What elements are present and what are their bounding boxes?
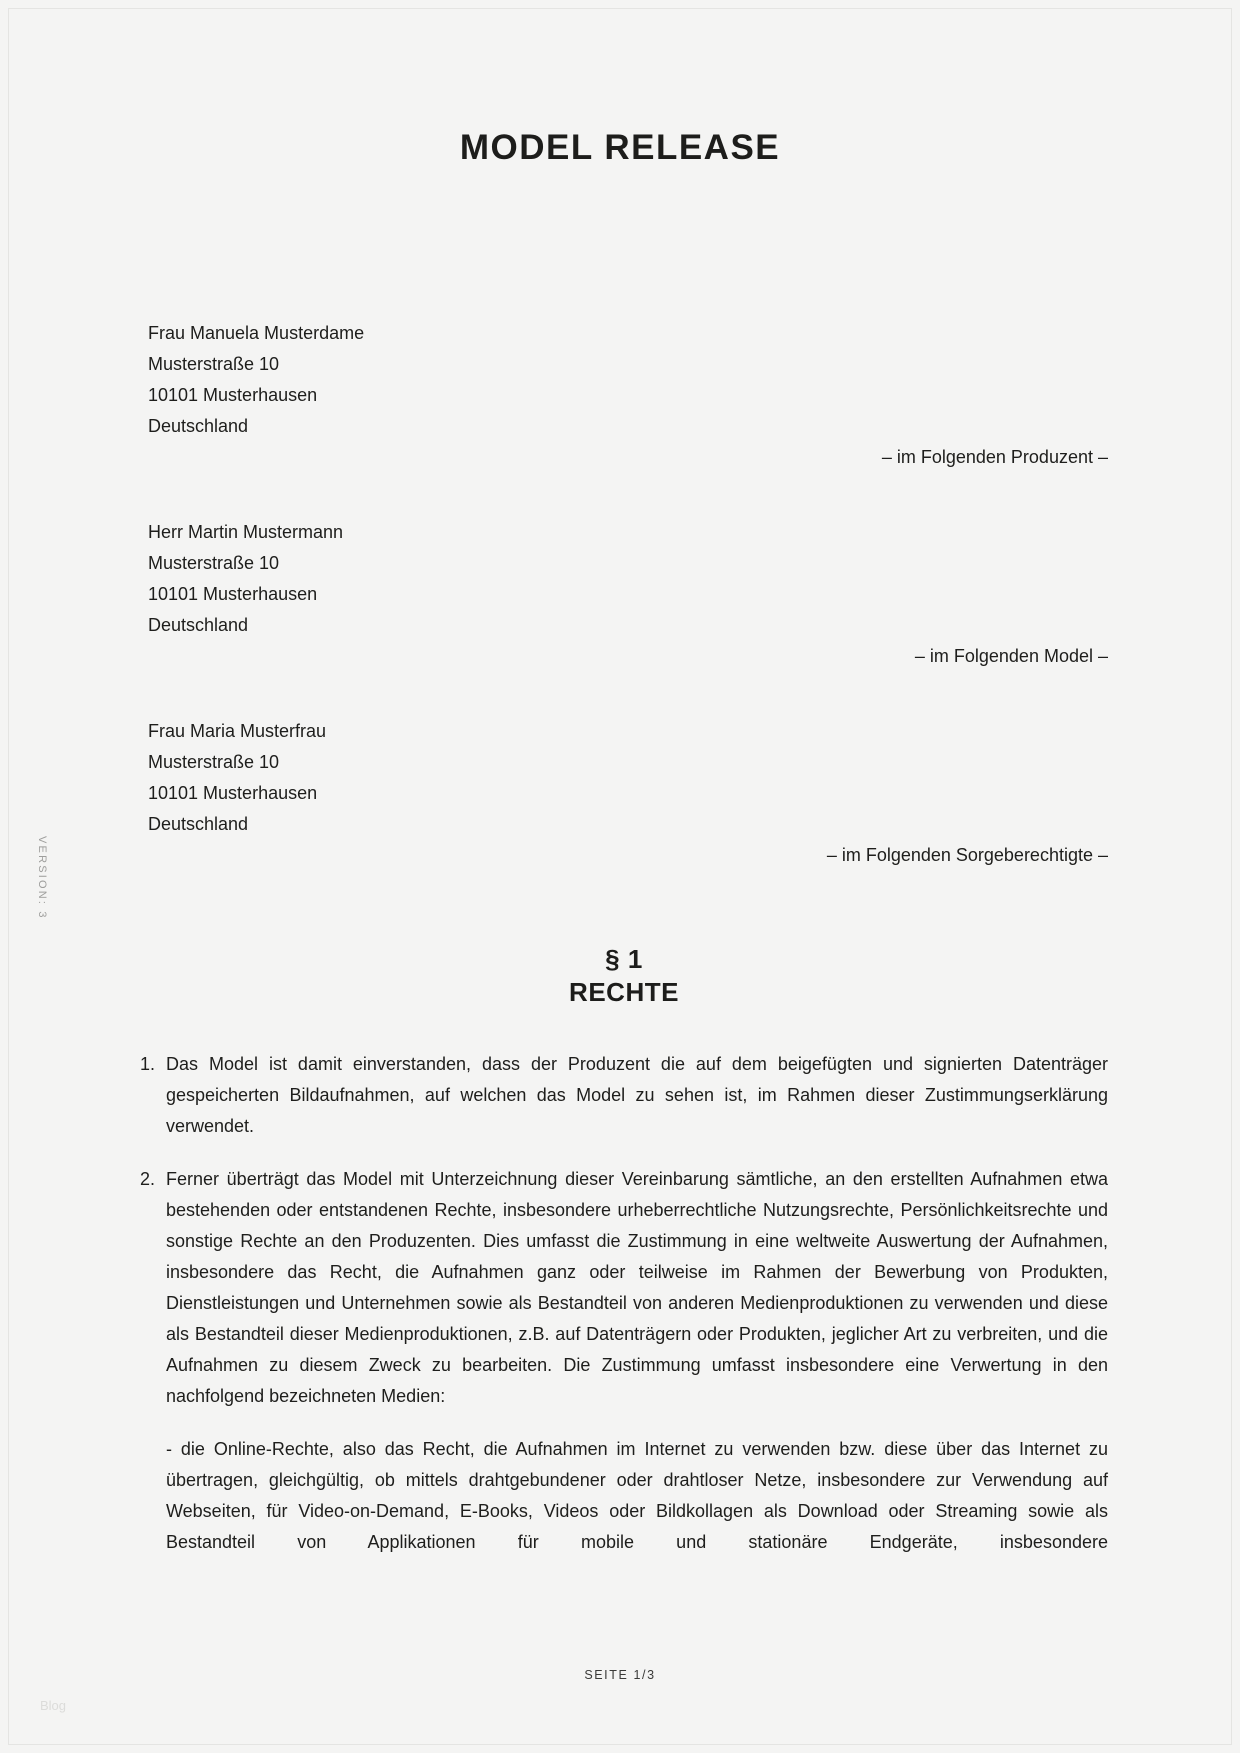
clause-1	[140, 1049, 1108, 1142]
clause-number: 2.	[140, 1169, 156, 1189]
party-role: – im Folgenden Sorgeberechtigte –	[826, 845, 1108, 865]
party-country: Deutschland	[148, 615, 249, 635]
clause-2	[140, 1164, 1108, 1412]
party-block-produzent	[140, 318, 1108, 473]
section-title: RECHTE	[569, 977, 679, 1007]
document-body	[140, 318, 1108, 1558]
clause-number: 1.	[140, 1054, 156, 1074]
party-country: Deutschland	[148, 814, 249, 834]
party-city: 10101 Musterhausen	[148, 385, 318, 405]
party-name: Frau Manuela Musterdame	[148, 323, 365, 343]
clause-text: Das Model ist damit einverstanden, dass der Produzent die auf dem beigefügten und signierten Datenträger gespeicherten Bildaufnahmen, auf welchen das Model zu sehen ist, im Rahmen dieser Zustimmungserklärung verwendet.	[166, 1054, 1108, 1136]
section-number: § 1	[605, 944, 643, 974]
party-street: Musterstraße 10	[148, 354, 280, 374]
party-block-model	[140, 517, 1108, 672]
party-role: – im Folgenden Produzent –	[881, 447, 1108, 467]
parties-section	[140, 318, 1108, 871]
party-name: Frau Maria Musterfrau	[148, 721, 327, 741]
party-block-sorgeberechtigte	[140, 716, 1108, 871]
party-city: 10101 Musterhausen	[148, 584, 318, 604]
section-heading	[140, 943, 1108, 1009]
watermark-text: Blog	[40, 1698, 67, 1713]
subclause-online-rechte: - die Online-Rechte, also das Recht, die Aufnahmen im Internet zu verwenden bzw. diese über das Internet zu übertragen, gleichgültig, ob mittels drahtgebundener oder drahtloser Netze, insbesondere zur Verwendung auf Webseiten, für Video-on-Demand, E-Books, Videos oder Bildkollagen als Download oder Streaming sowie als Bestandteil von Applikationen für mobile und stationäre Endgeräte, insbesondere	[166, 1439, 1108, 1552]
version-label: VERSION: 3	[36, 836, 48, 920]
document-title: MODEL RELEASE	[459, 128, 781, 167]
party-street: Musterstraße 10	[148, 553, 280, 573]
party-street: Musterstraße 10	[148, 752, 280, 772]
page-number-footer: SEITE 1/3	[584, 1668, 656, 1682]
party-role: – im Folgenden Model –	[914, 646, 1108, 666]
clause-text: Ferner überträgt das Model mit Unterzeichnung dieser Vereinbarung sämtliche, an den erstellten Aufnahmen etwa bestehenden oder entstandenen Rechte, insbesondere urheberrechtliche Nutzungsrechte, Persönlichkeitsrechte und sonstige Rechte an den Produzenten. Dies umfasst die Zustimmung in eine weltweite Auswertung der Aufnahmen, insbesondere das Recht, die Aufnahmen ganz oder teilweise im Rahmen der Bewerbung von Produkten, Dienstleistungen und Unternehmen sowie als Bestandteil von anderen Medienproduktionen zu verwenden und diese als Bestandteil dieser Medienproduktionen, z.B. auf Datenträgern oder Produkten, jeglicher Art zu verbreiten, und die Aufnahmen zu diesem Zweck zu bearbeiten. Die Zustimmung umfasst insbesondere eine Verwertung in den nachfolgend bezeichneten Medien:	[166, 1169, 1108, 1406]
party-name: Herr Martin Mustermann	[148, 522, 344, 542]
party-country: Deutschland	[148, 416, 249, 436]
party-city: 10101 Musterhausen	[148, 783, 318, 803]
